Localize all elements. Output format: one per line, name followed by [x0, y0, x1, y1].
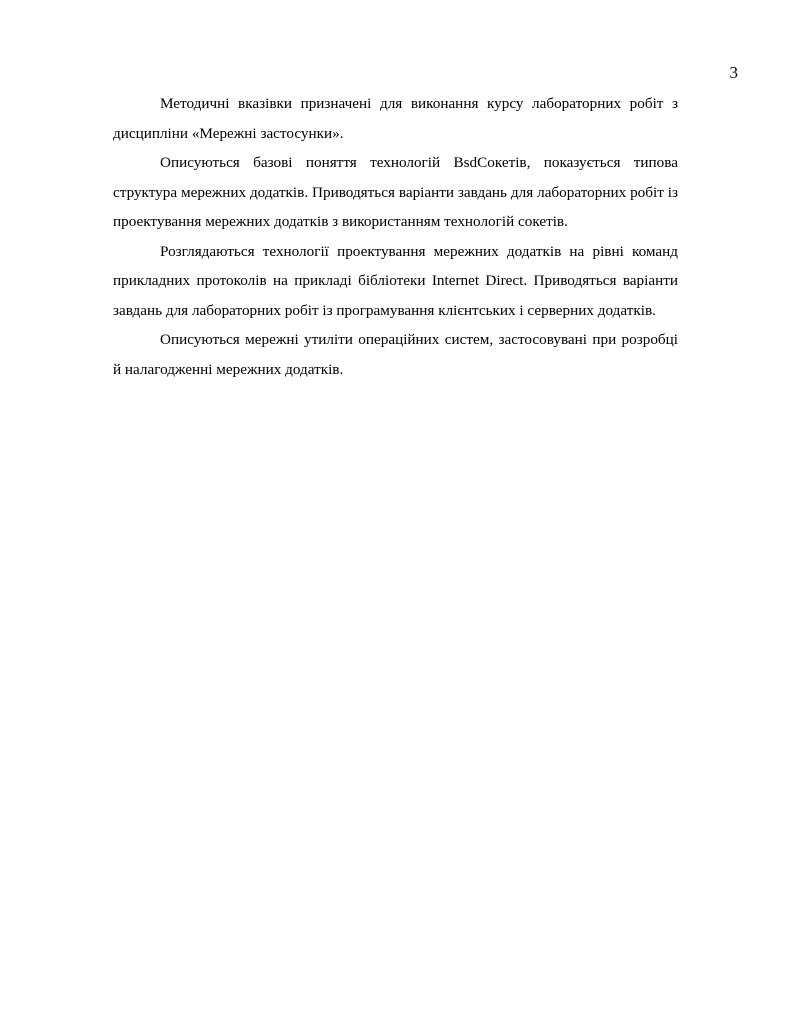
paragraph-utilities: Описуються мережні утиліти операційних систем, застосовувані при розробці й налагодженні мережних додатків. [113, 331, 678, 378]
paragraph-purpose: Методичні вказівки призначені для виконання курсу лабораторних робіт з дисципліни «Мережні застосунки». [113, 95, 678, 142]
page-number: 3 [729, 63, 738, 82]
paragraph-sockets: Описуються базові поняття технологій BsdСокетів, показується типова структура мережних додатків. Приводяться варіанти завдань для лабораторних робіт із проектування мережних додатків з використанням технологій сокетів. [113, 154, 678, 230]
document-body [113, 89, 678, 384]
paragraph-internet-direct: Розглядаються технології проектування мережних додатків на рівні команд прикладних протоколів на прикладі бібліотеки Internet Direct. Приводяться варіанти завдань для лабораторних робіт із програмування клієнтських і серверних додатків. [113, 242, 678, 319]
